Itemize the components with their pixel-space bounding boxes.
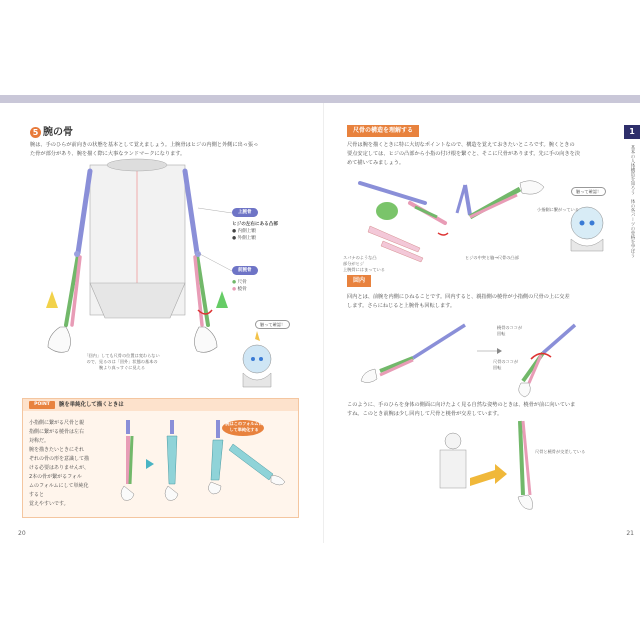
right-page xyxy=(325,103,640,543)
torso xyxy=(90,159,185,318)
cross-text: このように、手のひらを身体の側面に向けたよく見る自然な姿勢のときは、橈骨が前に向いていま すね。このとき前腕は少し回内して尺骨と橈骨が交差しています。 xyxy=(347,402,576,417)
pronation-text: 回内とは、前腕を内側にひねることです。回内すると、親指側の橈骨が小指側の尺骨の上に交差 します。さらにねじると上腕骨も回転します。 xyxy=(347,294,570,309)
left-arm xyxy=(46,171,90,352)
point-badge: POINT xyxy=(29,401,55,409)
point-box xyxy=(22,398,299,518)
chibi-character xyxy=(243,331,271,387)
pronate-callout-1: 橈骨のココが 回転 xyxy=(497,325,523,336)
ulna-bone-diagram xyxy=(360,181,544,262)
humerus-legend xyxy=(232,221,278,242)
pronate-callout-2: 尺骨のココが 回転 xyxy=(493,359,519,370)
point-badge-note: 腕はこのフォルムに して単純化する xyxy=(225,421,263,432)
spatula-callout: スパナのような凸 部分がヒジ 上腕骨にはまっている xyxy=(343,255,385,272)
cross-callout: 尺骨と橈骨が交差している xyxy=(535,449,586,454)
section-number: 5 xyxy=(30,127,41,138)
point-header xyxy=(23,399,298,411)
right-chibi xyxy=(571,207,603,251)
page-number-right: 21 xyxy=(626,530,634,537)
touch-bubble-right: 触って確認！ xyxy=(571,187,606,196)
heading-pronation: 回内 xyxy=(347,275,371,287)
top-band xyxy=(0,95,640,103)
standing-figure xyxy=(440,421,533,509)
legend-item: ● 橈骨 xyxy=(232,287,247,292)
point-text: 小指側に繋がる尺骨と親 指側に繋がる橈骨は左右 対称だ。 腕を描きたいときにそれ ぞれの骨の形を意識して描 ける必要はありませんが、 2本の骨が繋がるフォル ムのフォルムにして単純化すると 覚えやすいです。 xyxy=(29,420,90,507)
humerus-subtitle: ヒジの左右にある凸部 xyxy=(232,222,278,227)
ulna-text: 尺骨は腕を描くときに特に大切なポイントなので、構造を覚えておきたいところです。腕くときの 要点安定しては、ヒジの凸部から小指の付け根を繋ぐと、そこに尺骨があります。先に手の向きを決 めて描いてみましょう。 xyxy=(347,142,581,166)
elbow-callout: ヒジの中突と脇→尺骨の凸部 xyxy=(465,255,519,260)
legend-item: ● 外側上顆 xyxy=(232,236,256,241)
heading-ulna: 尺骨の構造を理解する xyxy=(347,125,419,137)
point-title: 腕を単純化して描くときは xyxy=(59,402,124,408)
forearm-legend xyxy=(232,279,247,293)
leader-line xyxy=(198,208,232,213)
touch-bubble: 触って確認！ xyxy=(255,320,290,329)
intro-line: 腕は、手のひらが前向きの状態を基本として覚えましょう。上腕骨はヒジの内側と外側に出っ張っ xyxy=(30,142,259,148)
twist-callout: 「回内」しても尺骨の位置は変わらない ので、見るのは「回外」状態の基本の 腕より真っすぐに見える xyxy=(84,353,160,370)
section-title-text: 腕の骨 xyxy=(43,127,73,138)
gutter xyxy=(323,103,324,543)
humerus-tag: 上腕骨 xyxy=(232,208,258,217)
page-number-left: 20 xyxy=(18,530,26,537)
book-spread xyxy=(10,103,640,543)
ulna-figures xyxy=(325,103,625,403)
intro-line: た骨が部分があり、腕を描く際に大事なランドマークになります。 xyxy=(30,151,186,157)
left-page xyxy=(10,103,315,543)
legend-item: ● 尺骨 xyxy=(232,280,247,285)
chapter-tab: 1 xyxy=(624,125,640,139)
chapter-side-label: 基本の人体構造を知ろう 体の各パーツの骨格を学ぼう xyxy=(630,145,635,258)
right-arm xyxy=(185,171,228,352)
pinky-callout: 小指側に繋がっている xyxy=(537,207,579,212)
forearm-tag: 前腕骨 xyxy=(232,266,258,275)
legend-item: ● 内側上顆 xyxy=(232,229,256,234)
pronation-diagram xyxy=(361,325,575,397)
simplified-arms-figure xyxy=(98,414,298,514)
leader-line xyxy=(198,253,232,271)
